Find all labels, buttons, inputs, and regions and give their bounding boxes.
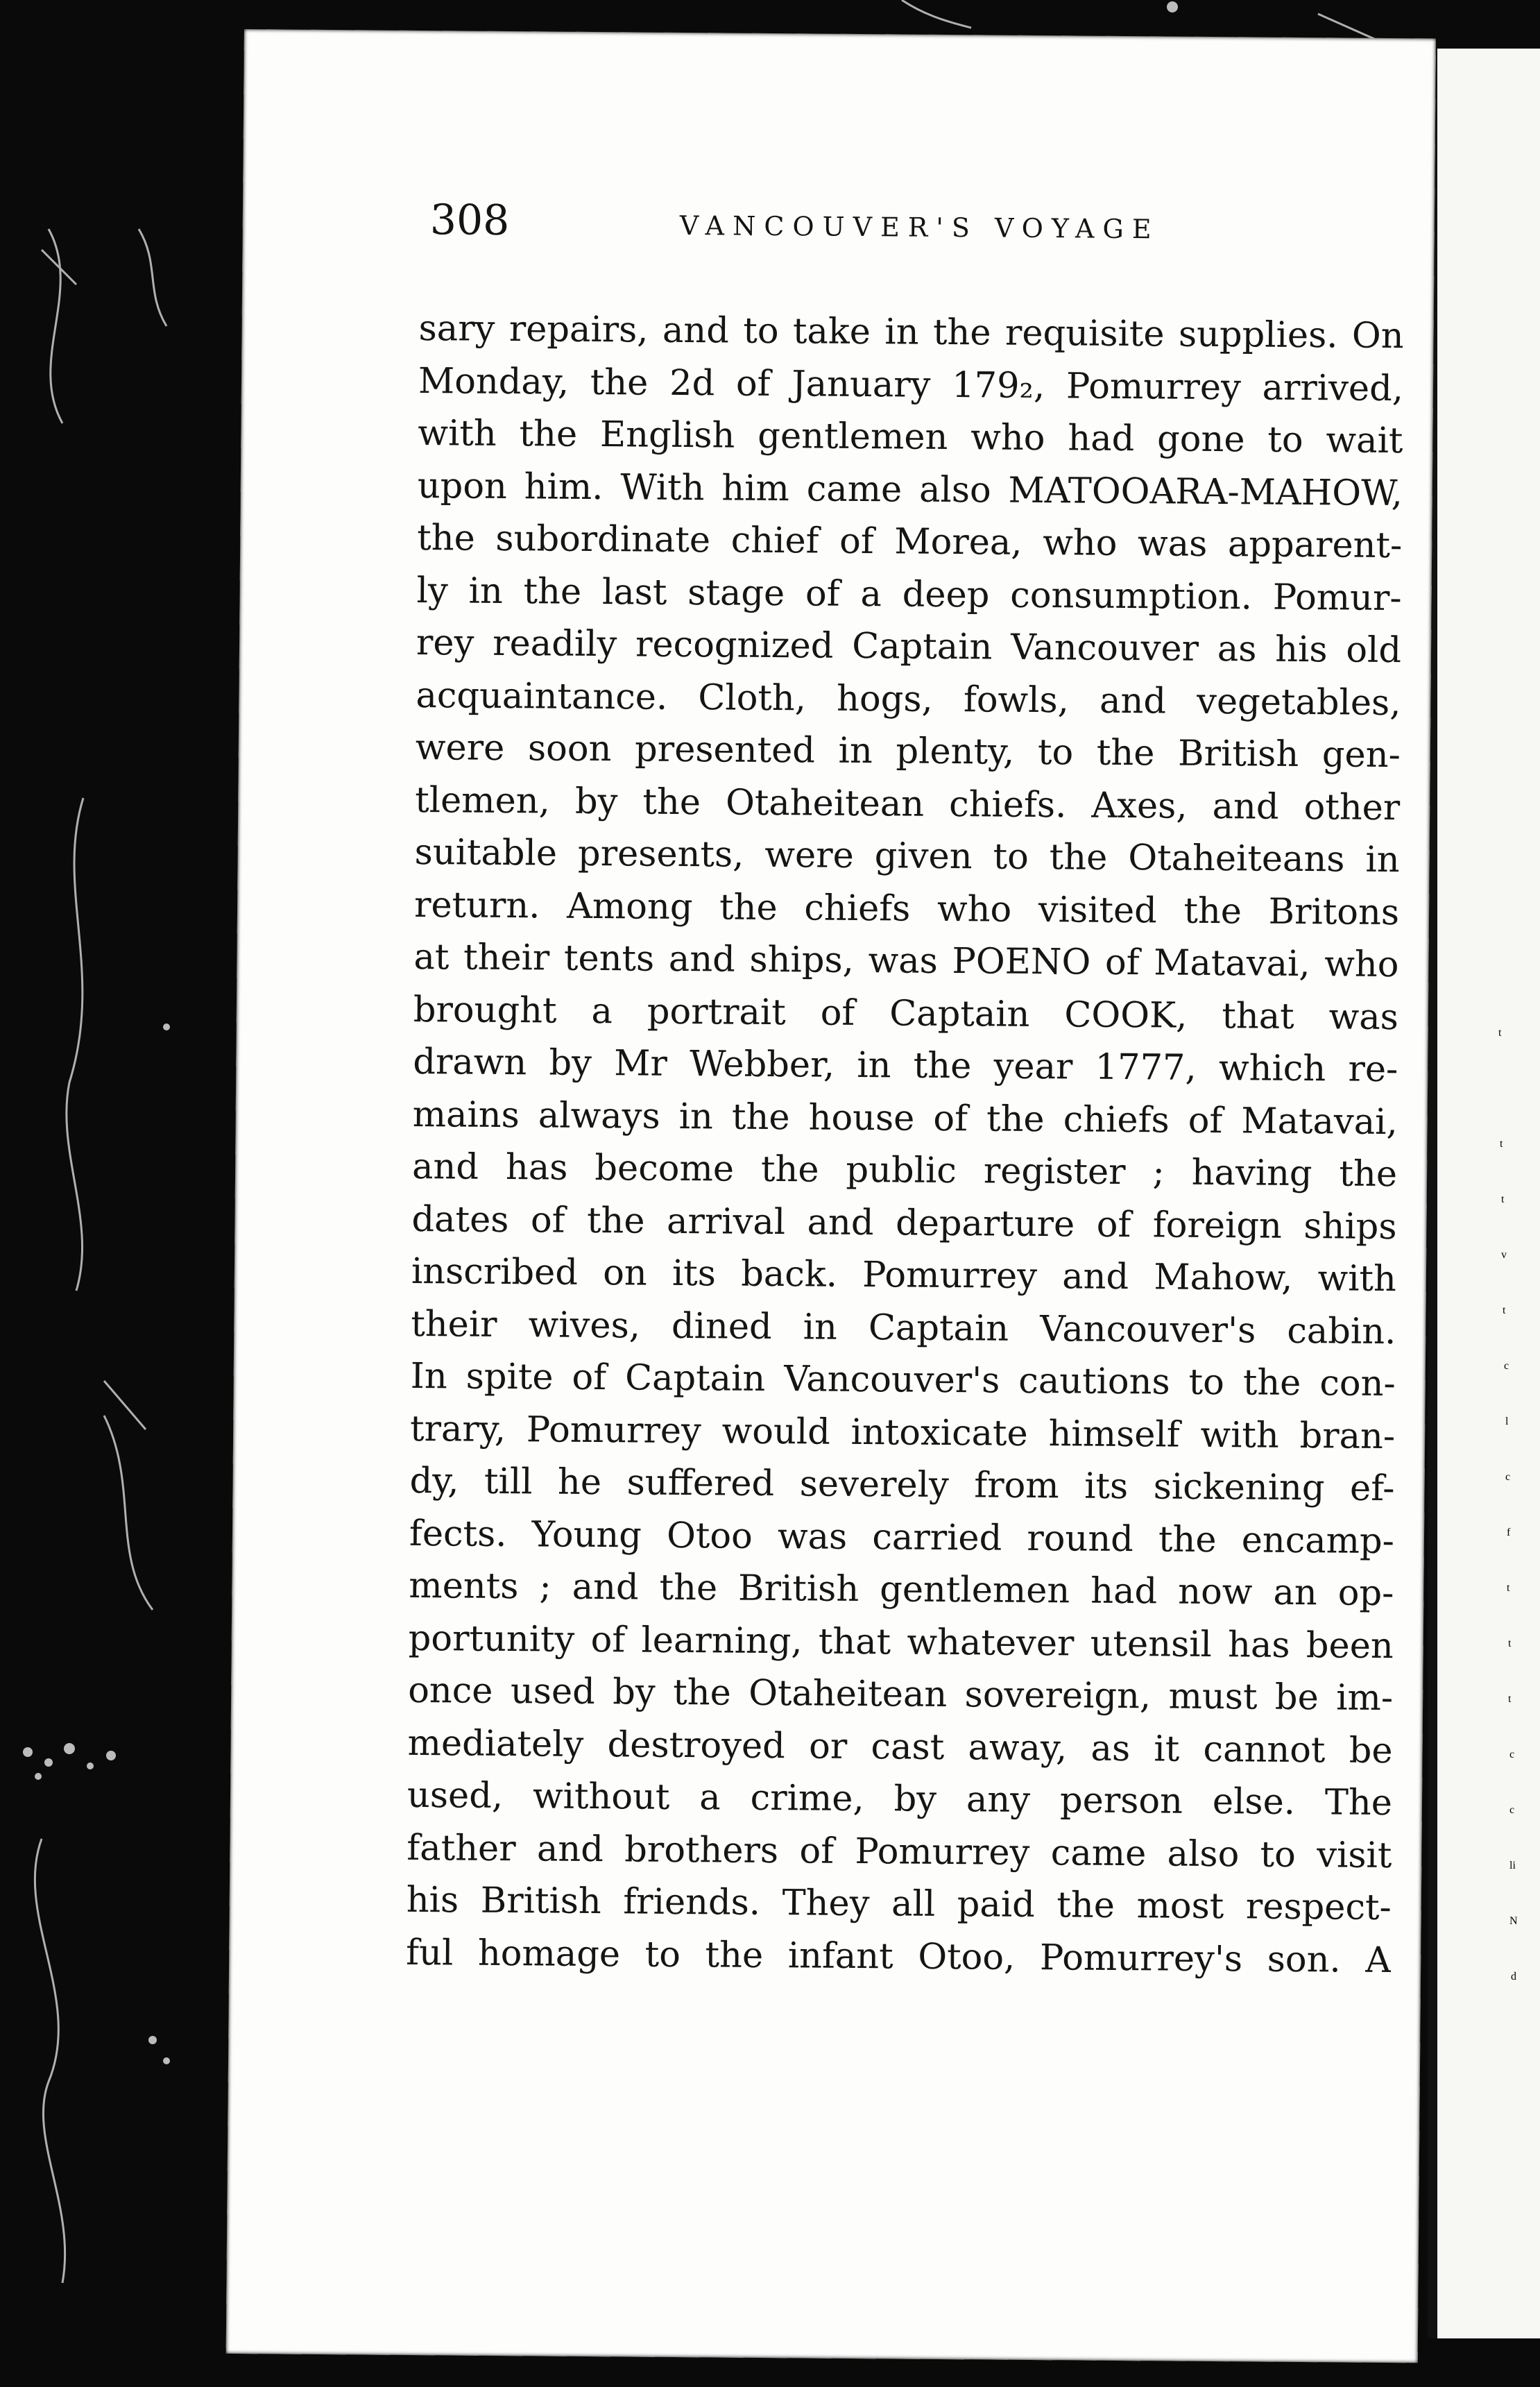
text-line: their wives, dined in Captain Vancouver's cabin. <box>411 1303 1396 1352</box>
text-line: the subordinate chief of Morea, who was apparent- <box>417 517 1403 567</box>
body-text <box>406 303 1404 1987</box>
text-line: fects. Young Otoo was carried round the encamp- <box>409 1513 1395 1562</box>
text-line: sary repairs, and to take in the requisite supplies. On <box>418 307 1404 357</box>
text-line: ly in the last stage of a deep consumption. Pomur- <box>416 570 1402 619</box>
text-line: ful homage to the infant Otoo, Pomurrey's son. A <box>406 1932 1392 1981</box>
adjacent-page-fragment: t <box>1501 1194 1505 1205</box>
text-line: In spite of Captain Vancouver's cautions to the con- <box>410 1355 1396 1405</box>
text-line: with the English gentlemen who had gone to wait <box>418 412 1403 462</box>
adjacent-page-fragment: t <box>1498 1027 1502 1039</box>
adjacent-page-fragment: c <box>1504 1360 1509 1372</box>
text-line: dy, till he suffered severely from its sickening ef- <box>409 1460 1395 1510</box>
adjacent-page-fragment: l <box>1505 1416 1509 1427</box>
text-line: at their tents and ships, was POENO of Matavai, who <box>413 936 1399 986</box>
text-line: father and brothers of Pomurrey came also to visit <box>407 1827 1392 1876</box>
running-head: VANCOUVER'S VOYAGE <box>679 210 1160 245</box>
adjacent-page-fragment: c <box>1505 1471 1511 1483</box>
adjacent-page-fragment: N <box>1509 1915 1518 1927</box>
adjacent-page-fragment: li <box>1509 1860 1516 1871</box>
adjacent-page-fragment: v <box>1501 1249 1507 1261</box>
adjacent-page-fragment: t <box>1507 1582 1510 1594</box>
text-line: once used by the Otaheitean sovereign, must be im- <box>407 1670 1394 1719</box>
text-line: suitable presents, were given to the Otaheiteans in <box>414 831 1400 881</box>
adjacent-page-fragment: c <box>1509 1804 1515 1816</box>
adjacent-page-fragment: t <box>1508 1638 1512 1649</box>
adjacent-page-fragment: t <box>1508 1693 1512 1705</box>
text-line: drawn by Mr Webber, in the year 1777, which re- <box>413 1041 1398 1091</box>
page-header <box>429 196 1387 280</box>
book-page <box>226 29 1436 2363</box>
text-line: trary, Pomurrey would intoxicate himself with bran- <box>409 1408 1396 1457</box>
text-line: acquaintance. Cloth, hogs, fowls, and vegetables, <box>416 674 1401 724</box>
adjacent-page-fragment: f <box>1507 1527 1511 1538</box>
page-number: 308 <box>429 196 510 246</box>
text-line: upon him. With him came also MATOOARA-MAHOW, <box>417 465 1403 514</box>
text-line: Monday, the 2d of January 179₂, Pomurrey arrived, <box>418 360 1404 409</box>
adjacent-page-fragment: c <box>1509 1749 1515 1760</box>
text-line: used, without a crime, by any person else. The <box>407 1774 1393 1824</box>
text-line: dates of the arrival and departure of foreign ships <box>411 1198 1397 1248</box>
text-line: mains always in the house of the chiefs of Matavai, <box>412 1094 1398 1143</box>
adjacent-page-fragment: t <box>1500 1138 1503 1150</box>
adjacent-page-fragment: t <box>1503 1305 1506 1316</box>
text-line: rey readily recognized Captain Vancouver as his old <box>416 622 1402 672</box>
adjacent-page-fragment: d <box>1511 1971 1516 1982</box>
text-line: were soon presented in plenty, to the British gen- <box>415 727 1401 776</box>
text-line: portunity of learning, that whatever utensil has been <box>408 1617 1394 1667</box>
text-line: inscribed on its back. Pomurrey and Mahow, with <box>411 1250 1397 1300</box>
text-line: tlemen, by the Otaheitean chiefs. Axes, and other <box>415 779 1401 829</box>
text-line: and has become the public register ; having the <box>411 1146 1398 1196</box>
text-line: ments ; and the British gentlemen had now an op- <box>409 1565 1394 1615</box>
text-line: return. Among the chiefs who visited the Britons <box>413 884 1400 933</box>
text-line: brought a portrait of Captain COOK, that was <box>413 989 1399 1038</box>
text-line: mediately destroyed or cast away, as it cannot be <box>407 1722 1393 1772</box>
adjacent-page-edge <box>1428 49 1540 2338</box>
text-line: his British friends. They all paid the most respect- <box>406 1879 1392 1929</box>
